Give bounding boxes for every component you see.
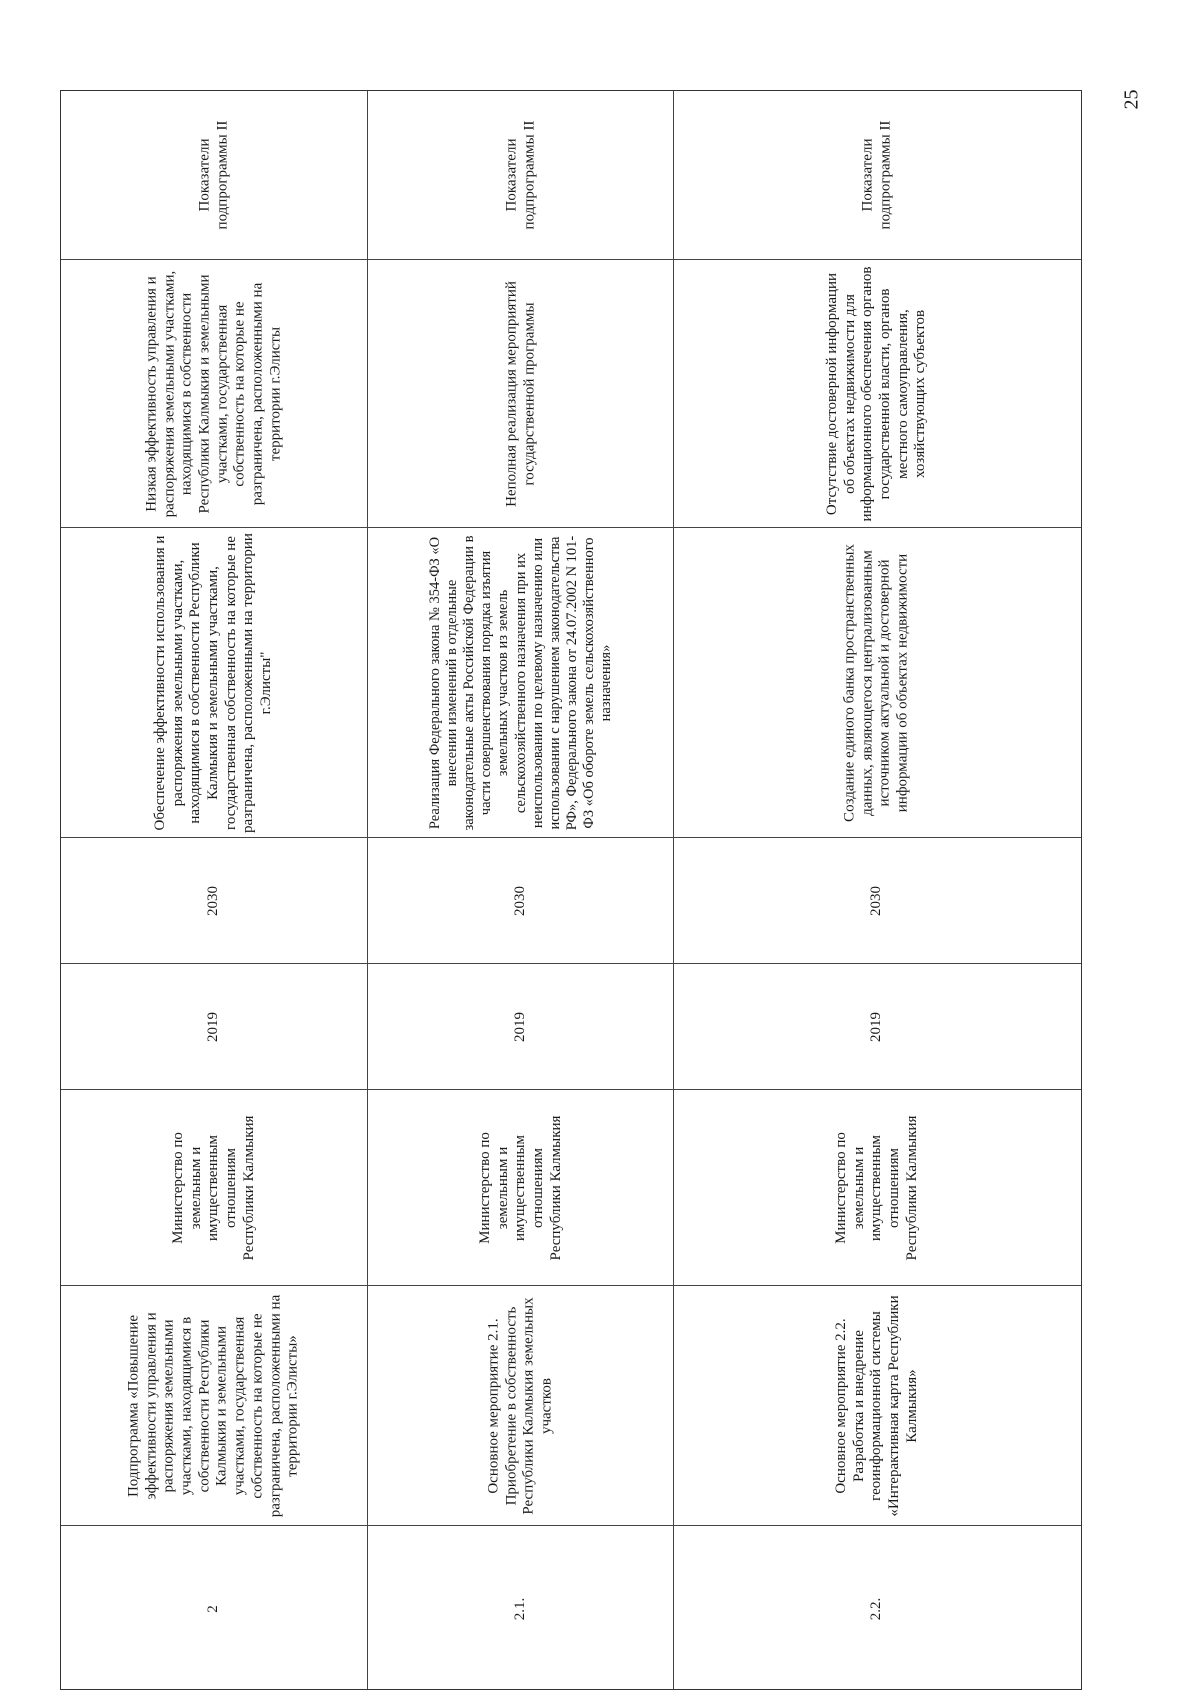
cell-text: 2019 (868, 1011, 885, 1042)
cell-text: Создание единого банка пространственных данных, являющегося централизованным источником актуальной и достоверной информации об объектах недвижимости (842, 543, 912, 822)
cell-text: Показатели подпрограммы II (196, 120, 231, 230)
cell-start-year (674, 963, 1081, 1089)
cell-text: 2019 (205, 1011, 222, 1042)
cell-text: 2019 (511, 1011, 528, 1042)
cell-text: Реализация Федерального закона № 354-ФЗ «О внесении изменений в отдельные законодательные акты Российской Федерации в части совершенствования порядка изъятия земельных участков из земель сельскохозяйственного назначения при их неиспользовании по целевому назначению или использовании с нарушением законодательства РФ», Федерального закона от 24.07.2002 N 101-ФЗ «Об обороте земель сельскохозяйственного назначения» (426, 535, 614, 830)
cell-end-year (674, 837, 1081, 963)
cell-text: 2.1. (511, 1597, 528, 1620)
cell-text: Отсутствие достоверной информации об объектах недвижимости для информационного обеспечения органов государственной власти, органов местного самоуправления, хозяйствующих субъектов (824, 266, 929, 521)
cell-text: Неполная реализация мероприятий государственной программы (502, 280, 537, 507)
table-row (61, 91, 368, 1689)
cell-start-year (61, 963, 367, 1089)
cell-end-year (368, 837, 672, 963)
cell-problem (368, 259, 672, 527)
cell-text: 2030 (868, 885, 885, 916)
cell-name (61, 1285, 367, 1525)
cell-indicators (674, 91, 1081, 259)
cell-text: Показатели подпрограммы II (502, 120, 537, 230)
cell-result (61, 527, 367, 837)
cell-text: Подпрограмма «Повышение эффективности управления и распоряжения земельными участками, находящимися в собственности Республики Калмыкия и земельными участками, государственная собственность на которые не разграничена, расположенными на территории г.Элисты» (125, 1294, 301, 1517)
table-row (368, 91, 673, 1689)
cell-text: Обеспечение эффективности использования и распоряжения земельными участками, находящимися в собственности Республики Калмыкия и земельными участками, государственная собственность на которые не разграничена, расположенными на территории г.Элисты" (152, 532, 275, 833)
cell-end-year (61, 837, 367, 963)
cell-problem (674, 259, 1081, 527)
cell-name (368, 1285, 672, 1525)
cell-executor (368, 1089, 672, 1285)
cell-num (368, 1525, 672, 1691)
cell-text: Низкая эффективность управления и распоряжения земельными участками, находящимися в собственности Республики Калмыкия и земельными участками, государственная собственность на которые не разграничена, расположенными на территории г.Элисты (143, 270, 284, 517)
cell-text: Министерство по земельным и имущественным отношениям Республики Калмыкия (476, 1115, 564, 1260)
cell-result (674, 527, 1081, 837)
cell-num (61, 1525, 367, 1691)
cell-indicators (368, 91, 672, 259)
cell-text: Министерство по земельным и имущественным отношениям Республики Калмыкия (833, 1115, 920, 1260)
cell-text: Показатели подпрограммы II (859, 120, 894, 230)
cell-text: 2 (205, 1604, 222, 1613)
cell-problem (61, 259, 367, 527)
cell-num (674, 1525, 1081, 1691)
cell-start-year (368, 963, 672, 1089)
cell-text: 2030 (205, 885, 222, 916)
page-number: 25 (1120, 89, 1143, 110)
cell-text: 2.2. (868, 1597, 885, 1620)
cell-text: 2030 (511, 885, 528, 916)
cell-executor (61, 1089, 367, 1285)
cell-indicators (61, 91, 367, 259)
table-row (674, 91, 1081, 1689)
cell-result (368, 527, 672, 837)
cell-text: Министерство по земельным и имущественным отношениям Республики Калмыкия (169, 1115, 257, 1260)
cell-text: Основное мероприятие 2.1. Приобретение в собственность Республики Калмыкия земельных участков (485, 1296, 555, 1515)
cell-name (674, 1285, 1081, 1525)
cell-executor (674, 1089, 1081, 1285)
cell-text: Основное мероприятие 2.2. Разработка и внедрение геоинформационной системы «Интерактивная карта Республики Калмыкия» (833, 1294, 920, 1517)
document-table (60, 90, 1082, 1690)
